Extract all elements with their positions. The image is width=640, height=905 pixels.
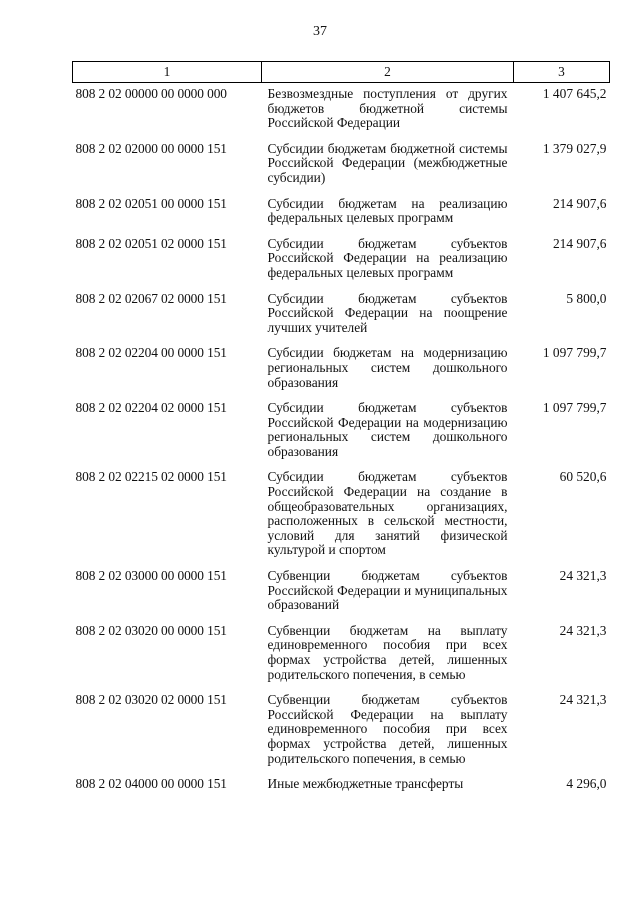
budget-description: Субвенции бюджетам субъектов Российской Федерации на выплату единовременного пособия при всех формах устройства детей, лишенных родительского попечения, в семью: [267, 692, 508, 766]
budget-amount: 24 321,3: [559, 622, 607, 638]
table-row: [73, 693, 610, 777]
budget-description: Иные межбюджетные трансферты: [267, 776, 464, 792]
budget-description: Субсидии бюджетам субъектов Российской Федерации на создание в общеобразовательных организациях, расположенных в сельской местности, условий для занятий физической культурой и спортом: [267, 469, 508, 558]
budget-code: 808 2 02 02215 02 0000 151: [75, 469, 227, 485]
column-header-description: 2: [262, 62, 514, 83]
budget-code: 808 2 02 00000 00 0000 000: [75, 86, 227, 101]
budget-description: Субвенции бюджетам на выплату единовременного пособия при всех формах устройства детей, лишенных родительского попечения, в семью: [267, 622, 508, 682]
budget-description: Субсидии бюджетам на реализацию федеральных целевых программ: [267, 195, 508, 226]
budget-description: Субсидии бюджетам бюджетной системы Российской Федерации (межбюджетные субсидии): [267, 140, 508, 185]
table-row: [73, 197, 610, 237]
budget-code: 808 2 02 02051 02 0000 151: [75, 235, 227, 251]
table-header: [73, 62, 610, 83]
budget-description: Субвенции бюджетам субъектов Российской Федерации и муниципальных образований: [267, 568, 508, 613]
budget-amount: 1 379 027,9: [542, 140, 607, 156]
budget-description: Субсидии бюджетам субъектов Российской Федерации на модернизацию региональных систем дошкольного образования: [267, 400, 508, 459]
budget-code: 808 2 02 03020 00 0000 151: [75, 622, 227, 638]
budget-code: 808 2 02 02204 02 0000 151: [75, 400, 227, 416]
budget-code: 808 2 02 02204 00 0000 151: [75, 345, 227, 361]
budget-description: Субсидии бюджетам на модернизацию региональных систем дошкольного образования: [267, 345, 508, 390]
budget-amount: 60 520,6: [559, 469, 607, 485]
budget-amount: 4 296,0: [566, 776, 607, 792]
budget-amount: 24 321,3: [559, 692, 607, 708]
column-header-amount: 3: [514, 62, 610, 83]
table-row: [73, 237, 610, 292]
budget-code: 808 2 02 04000 00 0000 151: [75, 776, 227, 792]
budget-amount: 1 097 799,7: [542, 345, 607, 361]
table-row: [73, 624, 610, 693]
budget-code: 808 2 02 03020 02 0000 151: [75, 692, 227, 708]
header-row: [73, 62, 610, 83]
column-header-code: 1: [73, 62, 262, 83]
budget-description: Субсидии бюджетам субъектов Российской Федерации на поощрение лучших учителей: [267, 290, 508, 335]
budget-code: 808 2 02 02067 02 0000 151: [75, 290, 227, 306]
budget-revenue-table: [72, 61, 610, 803]
budget-code: 808 2 02 02051 00 0000 151: [75, 195, 227, 211]
budget-amount: 214 907,6: [552, 235, 607, 251]
budget-description: Безвозмездные поступления от других бюджетов бюджетной системы Российской Федерации: [267, 86, 508, 131]
page-number: 37: [313, 24, 327, 39]
budget-description: Субсидии бюджетам субъектов Российской Федерации на реализацию федеральных целевых программ: [267, 235, 508, 280]
table-row: [73, 346, 610, 401]
table-row: [73, 470, 610, 569]
table-row: [73, 569, 610, 624]
table-row: [73, 83, 610, 142]
budget-amount: 214 907,6: [552, 195, 607, 211]
budget-amount: 1 407 645,2: [542, 86, 607, 101]
budget-amount: 24 321,3: [559, 568, 607, 584]
table-row: [73, 142, 610, 197]
budget-amount: 5 800,0: [566, 290, 607, 306]
table-row: [73, 401, 610, 470]
table-row: [73, 292, 610, 347]
table-row: [73, 777, 610, 803]
budget-code: 808 2 02 02000 00 0000 151: [75, 140, 227, 156]
table-body: [73, 83, 610, 803]
budget-amount: 1 097 799,7: [542, 400, 607, 416]
budget-code: 808 2 02 03000 00 0000 151: [75, 568, 227, 584]
